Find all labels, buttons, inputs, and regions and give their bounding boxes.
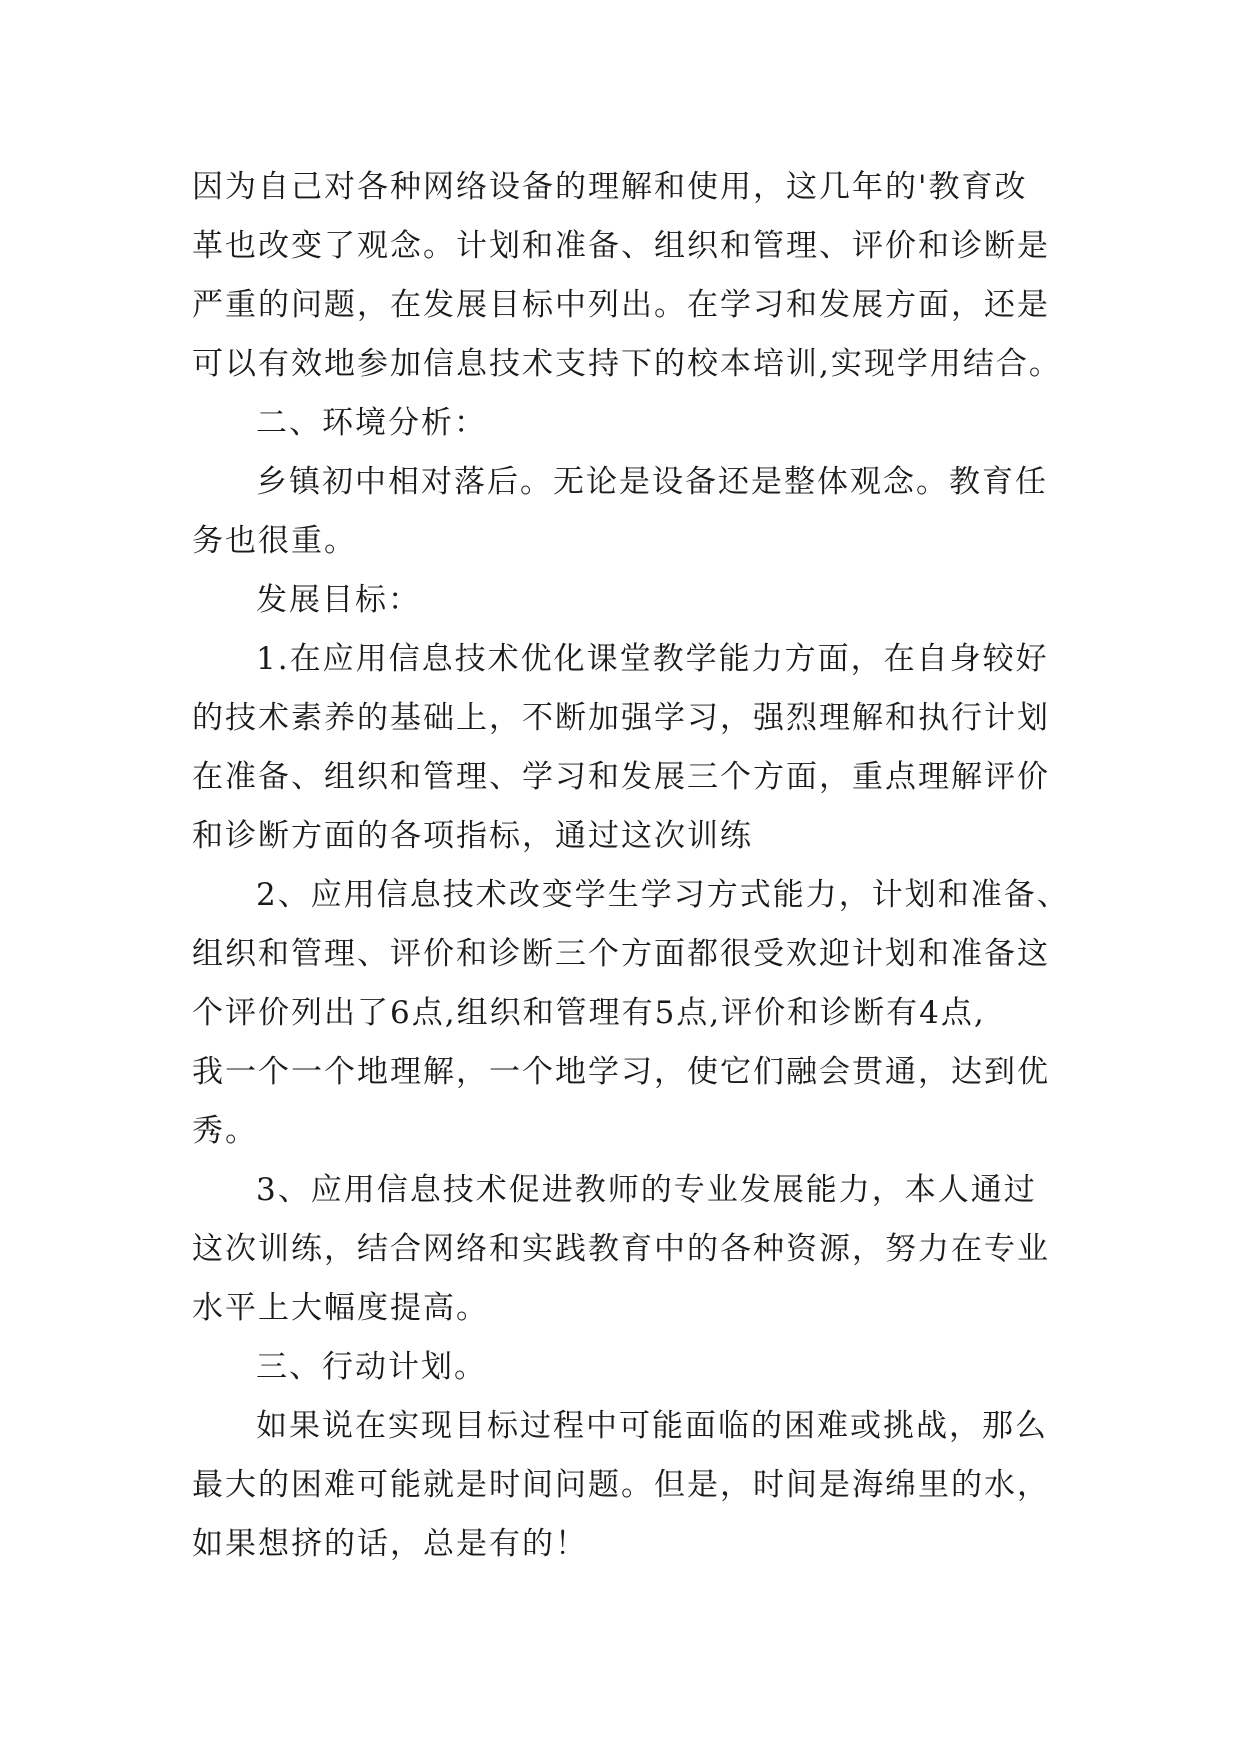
text-line: 和诊断方面的各项指标，通过这次训练 <box>192 818 753 854</box>
text-line: 在准备、组织和管理、学习和发展三个方面，重点理解评价 <box>192 759 1050 795</box>
text-line: 乡镇初中相对落后。无论是设备还是整体观念。教育任 <box>256 464 1048 500</box>
text-line: 2、应用信息技术改变学生学习方式能力，计划和准备、 <box>256 877 1070 913</box>
text-line: 因为自己对各种网络设备的理解和使用，这几年的'教育改 <box>192 169 1028 205</box>
text-line: 我一个一个地理解，一个地学习，使它们融会贯通，达到优 <box>192 1054 1050 1090</box>
text-line: 的技术素养的基础上，不断加强学习，强烈理解和执行计划 <box>192 700 1050 736</box>
text-line: 秀。 <box>192 1113 258 1149</box>
text-line: 务也很重。 <box>192 523 357 559</box>
section-heading: 发展目标： <box>256 582 421 618</box>
text-line: 组织和管理、评价和诊断三个方面都很受欢迎计划和准备这 <box>192 936 1050 972</box>
text-line: 1.在应用信息技术优化课堂教学能力方面，在自身较好 <box>256 641 1049 677</box>
text-line: 如果想挤的话，总是有的！ <box>192 1526 588 1562</box>
text-line: 最大的困难可能就是时间问题。但是，时间是海绵里的水， <box>192 1467 1050 1503</box>
section-heading: 二、环境分析： <box>256 405 487 441</box>
text-line: 这次训练，结合网络和实践教育中的各种资源，努力在专业 <box>192 1231 1050 1267</box>
text-line: 如果说在实现目标过程中可能面临的困难或挑战，那么 <box>256 1408 1048 1444</box>
text-line: 个评价列出了6点,组织和管理有5点,评价和诊断有4点, <box>192 995 986 1031</box>
text-line: 3、应用信息技术促进教师的专业发展能力，本人通过 <box>256 1172 1037 1208</box>
text-line: 革也改变了观念。计划和准备、组织和管理、评价和诊断是 <box>192 228 1050 264</box>
document-body <box>192 158 1072 1574</box>
text-line: 可以有效地参加信息技术支持下的校本培训,实现学用结合。 <box>192 346 1062 382</box>
text-line: 严重的问题，在发展目标中列出。在学习和发展方面，还是 <box>192 287 1050 323</box>
section-heading: 三、行动计划。 <box>256 1349 487 1385</box>
text-line: 水平上大幅度提高。 <box>192 1290 489 1326</box>
